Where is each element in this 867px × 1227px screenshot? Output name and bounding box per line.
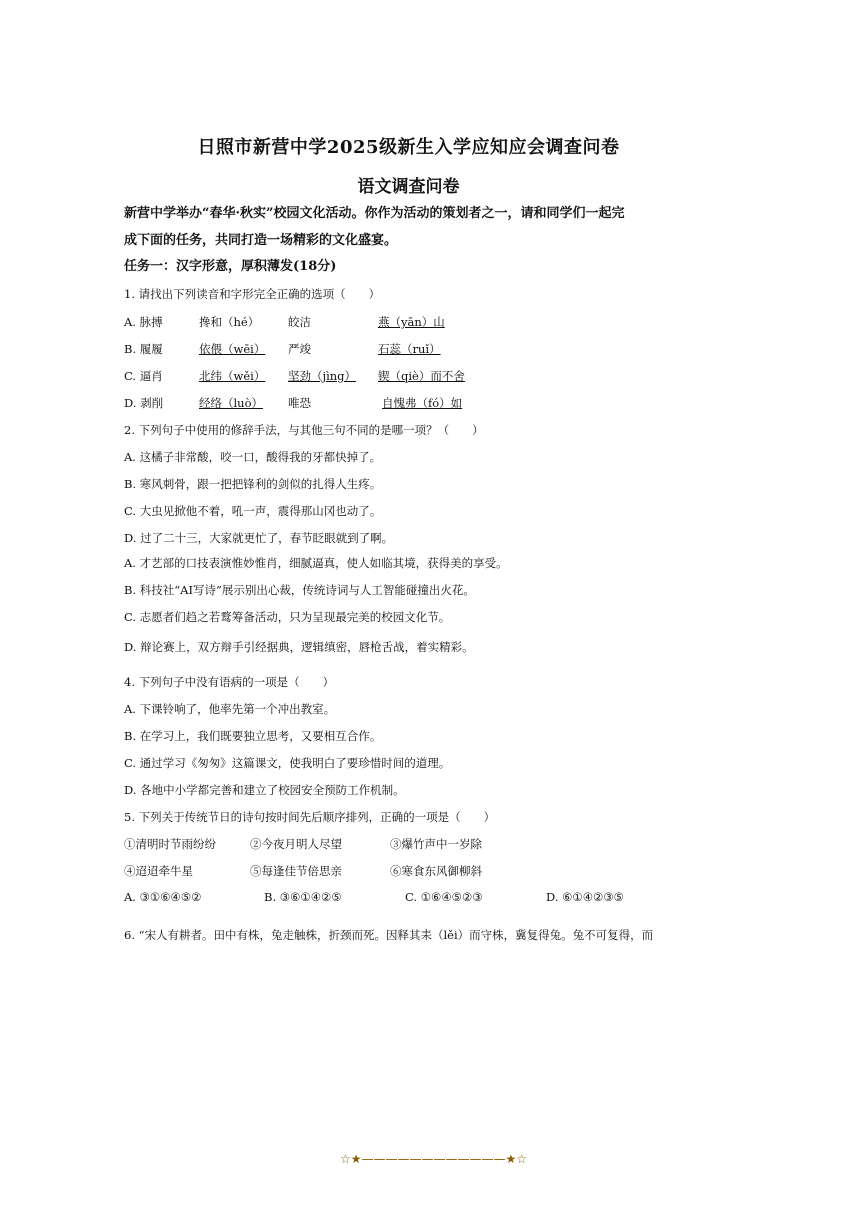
q5-option-d: D. ⑥①④②③⑤ (546, 890, 624, 904)
q5-item-5: ⑤每逢佳节倍思亲 (250, 864, 342, 878)
q2-option-b: B. 寒风刺骨，跟一把把锋利的剑似的扎得人生疼。 (124, 477, 382, 491)
q5-stem: 5. 下列关于传统节日的诗句按时间先后顺序排列，正确的一项是（ ） (124, 810, 496, 824)
q1-d-word2: 经络（luò） (199, 396, 264, 410)
q4-stem: 4. 下列句子中没有语病的一项是（ ） (124, 675, 335, 689)
q1-a-word4: 燕（yān）山 (378, 315, 445, 329)
q4-option-c: C. 通过学习《匆匆》这篇课文，使我明白了要珍惜时间的道理。 (124, 756, 451, 770)
q5-item-4: ④迢迢牵牛星 (124, 864, 193, 878)
document-title: 日照市新营中学2025级新生入学应知应会调查问卷 (197, 137, 620, 158)
q5-item-2: ②今夜月明人尽望 (250, 837, 342, 851)
intro-line-1: 新营中学举办“春华·秋实”校园文化活动。你作为活动的策划者之一，请和同学们一起完 (124, 206, 625, 221)
q4-option-a: A. 下课铃响了，他率先第一个冲出教室。 (124, 702, 336, 716)
q4-option-b: B. 在学习上，我们既要独立思考，又要相互合作。 (124, 729, 382, 743)
q1-a-word3: 皎洁 (288, 315, 311, 329)
q4-option-d: D. 各地中小学都完善和建立了校园安全预防工作机制。 (124, 783, 405, 797)
q1-c-word1: C. 逼肖 (124, 369, 163, 383)
q3-option-b: B. 科技社“AI写诗”展示别出心裁，传统诗词与人工智能碰撞出火花。 (124, 583, 475, 597)
q2-stem: 2. 下列句子中使用的修辞手法，与其他三句不同的是哪一项？（ ） (124, 423, 484, 437)
q1-c-word3: 坚劲（jìng） (288, 369, 357, 383)
q3-option-a: A. 才艺部的口技表演惟妙惟肖，细腻逼真，使人如临其境，获得美的享受。 (124, 556, 508, 570)
q2-option-c: C. 大虫见掀他不着，吼一声，震得那山冈也动了。 (124, 504, 382, 518)
q1-b-word4: 石蕊（ruǐ） (378, 342, 441, 356)
q1-a-word1: A. 脉搏 (124, 315, 163, 329)
q5-option-b: B. ③⑥①④②⑤ (264, 890, 342, 904)
q1-d-word3: 唯恐 (288, 396, 311, 410)
q5-item-6: ⑥寒食东风御柳斜 (390, 864, 482, 878)
footer-ornament: ☆★————————————★☆ (339, 1152, 528, 1166)
document-subtitle: 语文调查问卷 (357, 177, 460, 197)
q1-d-word4: 自愧弗（fó）如 (382, 396, 463, 410)
q1-b-word1: B. 履履 (124, 342, 163, 356)
q1-a-word2: 搀和（hé） (199, 315, 260, 329)
q5-item-1: ①清明时节雨纷纷 (124, 837, 216, 851)
q3-option-c: C. 志愿者们趋之若鹜筹备活动，只为呈现最完美的校园文化节。 (124, 610, 451, 624)
q1-c-word2: 北纬（wěi） (199, 369, 266, 383)
q1-d-word1: D. 剥削 (124, 396, 164, 410)
q3-option-d: D. 辩论赛上，双方辩手引经据典，逻辑缜密，唇枪舌战，着实精彩。 (124, 640, 474, 654)
q2-option-d: D. 过了二十三，大家就更忙了，春节眨眼就到了啊。 (124, 531, 394, 545)
q1-b-word2: 依偎（wēi） (199, 342, 266, 356)
q1-stem: 1. 请找出下列读音和字形完全正确的选项（ ） (124, 287, 381, 301)
q2-option-a: A. 这橘子非常酸，咬一口，酸得我的牙都快掉了。 (124, 450, 382, 464)
q1-b-word3: 严竣 (288, 342, 311, 356)
intro-line-2: 成下面的任务，共同打造一场精彩的文化盛宴。 (124, 233, 398, 248)
q6-stem: 6. “宋人有耕者。田中有株，兔走触株，折颈而死。因释其耒（lěi）而守株，冀复得兔。兔不可复得，而 (124, 928, 654, 942)
task-1-heading: 任务一：汉字形意，厚积薄发(18分) (124, 259, 337, 274)
q5-item-3: ③爆竹声中一岁除 (390, 837, 482, 851)
q1-c-word4: 锲（qiè）而不舍 (378, 369, 465, 383)
q5-option-a: A. ③①⑥④⑤② (124, 890, 202, 904)
q5-option-c: C. ①⑥④⑤②③ (405, 890, 483, 904)
